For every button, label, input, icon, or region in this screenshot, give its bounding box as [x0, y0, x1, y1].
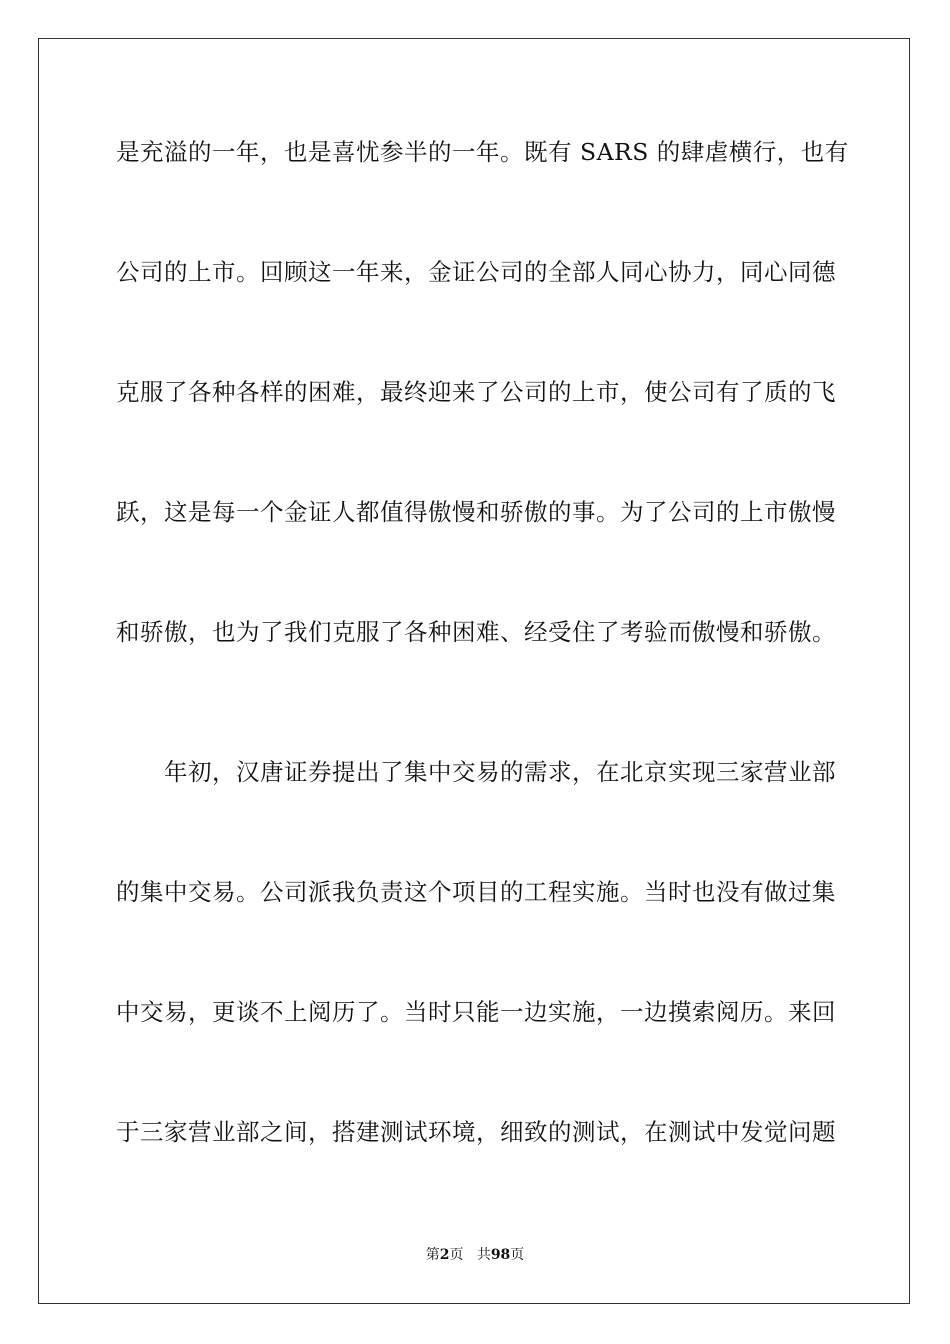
- paragraph-line-6: 年初，汉唐证券提出了集中交易的需求，在北京实现三家营业部: [164, 758, 836, 786]
- paragraph-line-4: 跃，这是每一个金证人都值得傲慢和骄傲的事。为了公司的上市傲慢: [116, 498, 836, 526]
- total-suffix: 页: [510, 1247, 525, 1263]
- paragraph-line-3: 克服了各种各样的困难，最终迎来了公司的上市，使公司有了质的飞: [116, 378, 836, 406]
- page-footer: [0, 1246, 950, 1264]
- page-prefix: 第: [425, 1247, 440, 1263]
- paragraph-line-2: 公司的上市。回顾这一年来，金证公司的全部人同心协力，同心同德: [116, 258, 836, 286]
- paragraph-line-1: 是充溢的一年，也是喜忧参半的一年。既有 SARS 的肆虐横行，也有: [116, 138, 849, 166]
- paragraph-line-8: 中交易，更谈不上阅历了。当时只能一边实施，一边摸索阅历。来回: [116, 998, 836, 1026]
- page-number: 2: [439, 1247, 450, 1263]
- page-suffix: 页: [449, 1247, 464, 1263]
- total-prefix: 共: [476, 1247, 491, 1263]
- total-pages: 98: [490, 1247, 511, 1263]
- paragraph-line-5: 和骄傲，也为了我们克服了各种困难、经受住了考验而傲慢和骄傲。: [116, 618, 836, 646]
- page-border: [38, 38, 910, 1304]
- paragraph-line-9: 于三家营业部之间，搭建测试环境，细致的测试，在测试中发觉问题: [116, 1118, 836, 1146]
- paragraph-line-7: 的集中交易。公司派我负责这个项目的工程实施。当时也没有做过集: [116, 878, 836, 906]
